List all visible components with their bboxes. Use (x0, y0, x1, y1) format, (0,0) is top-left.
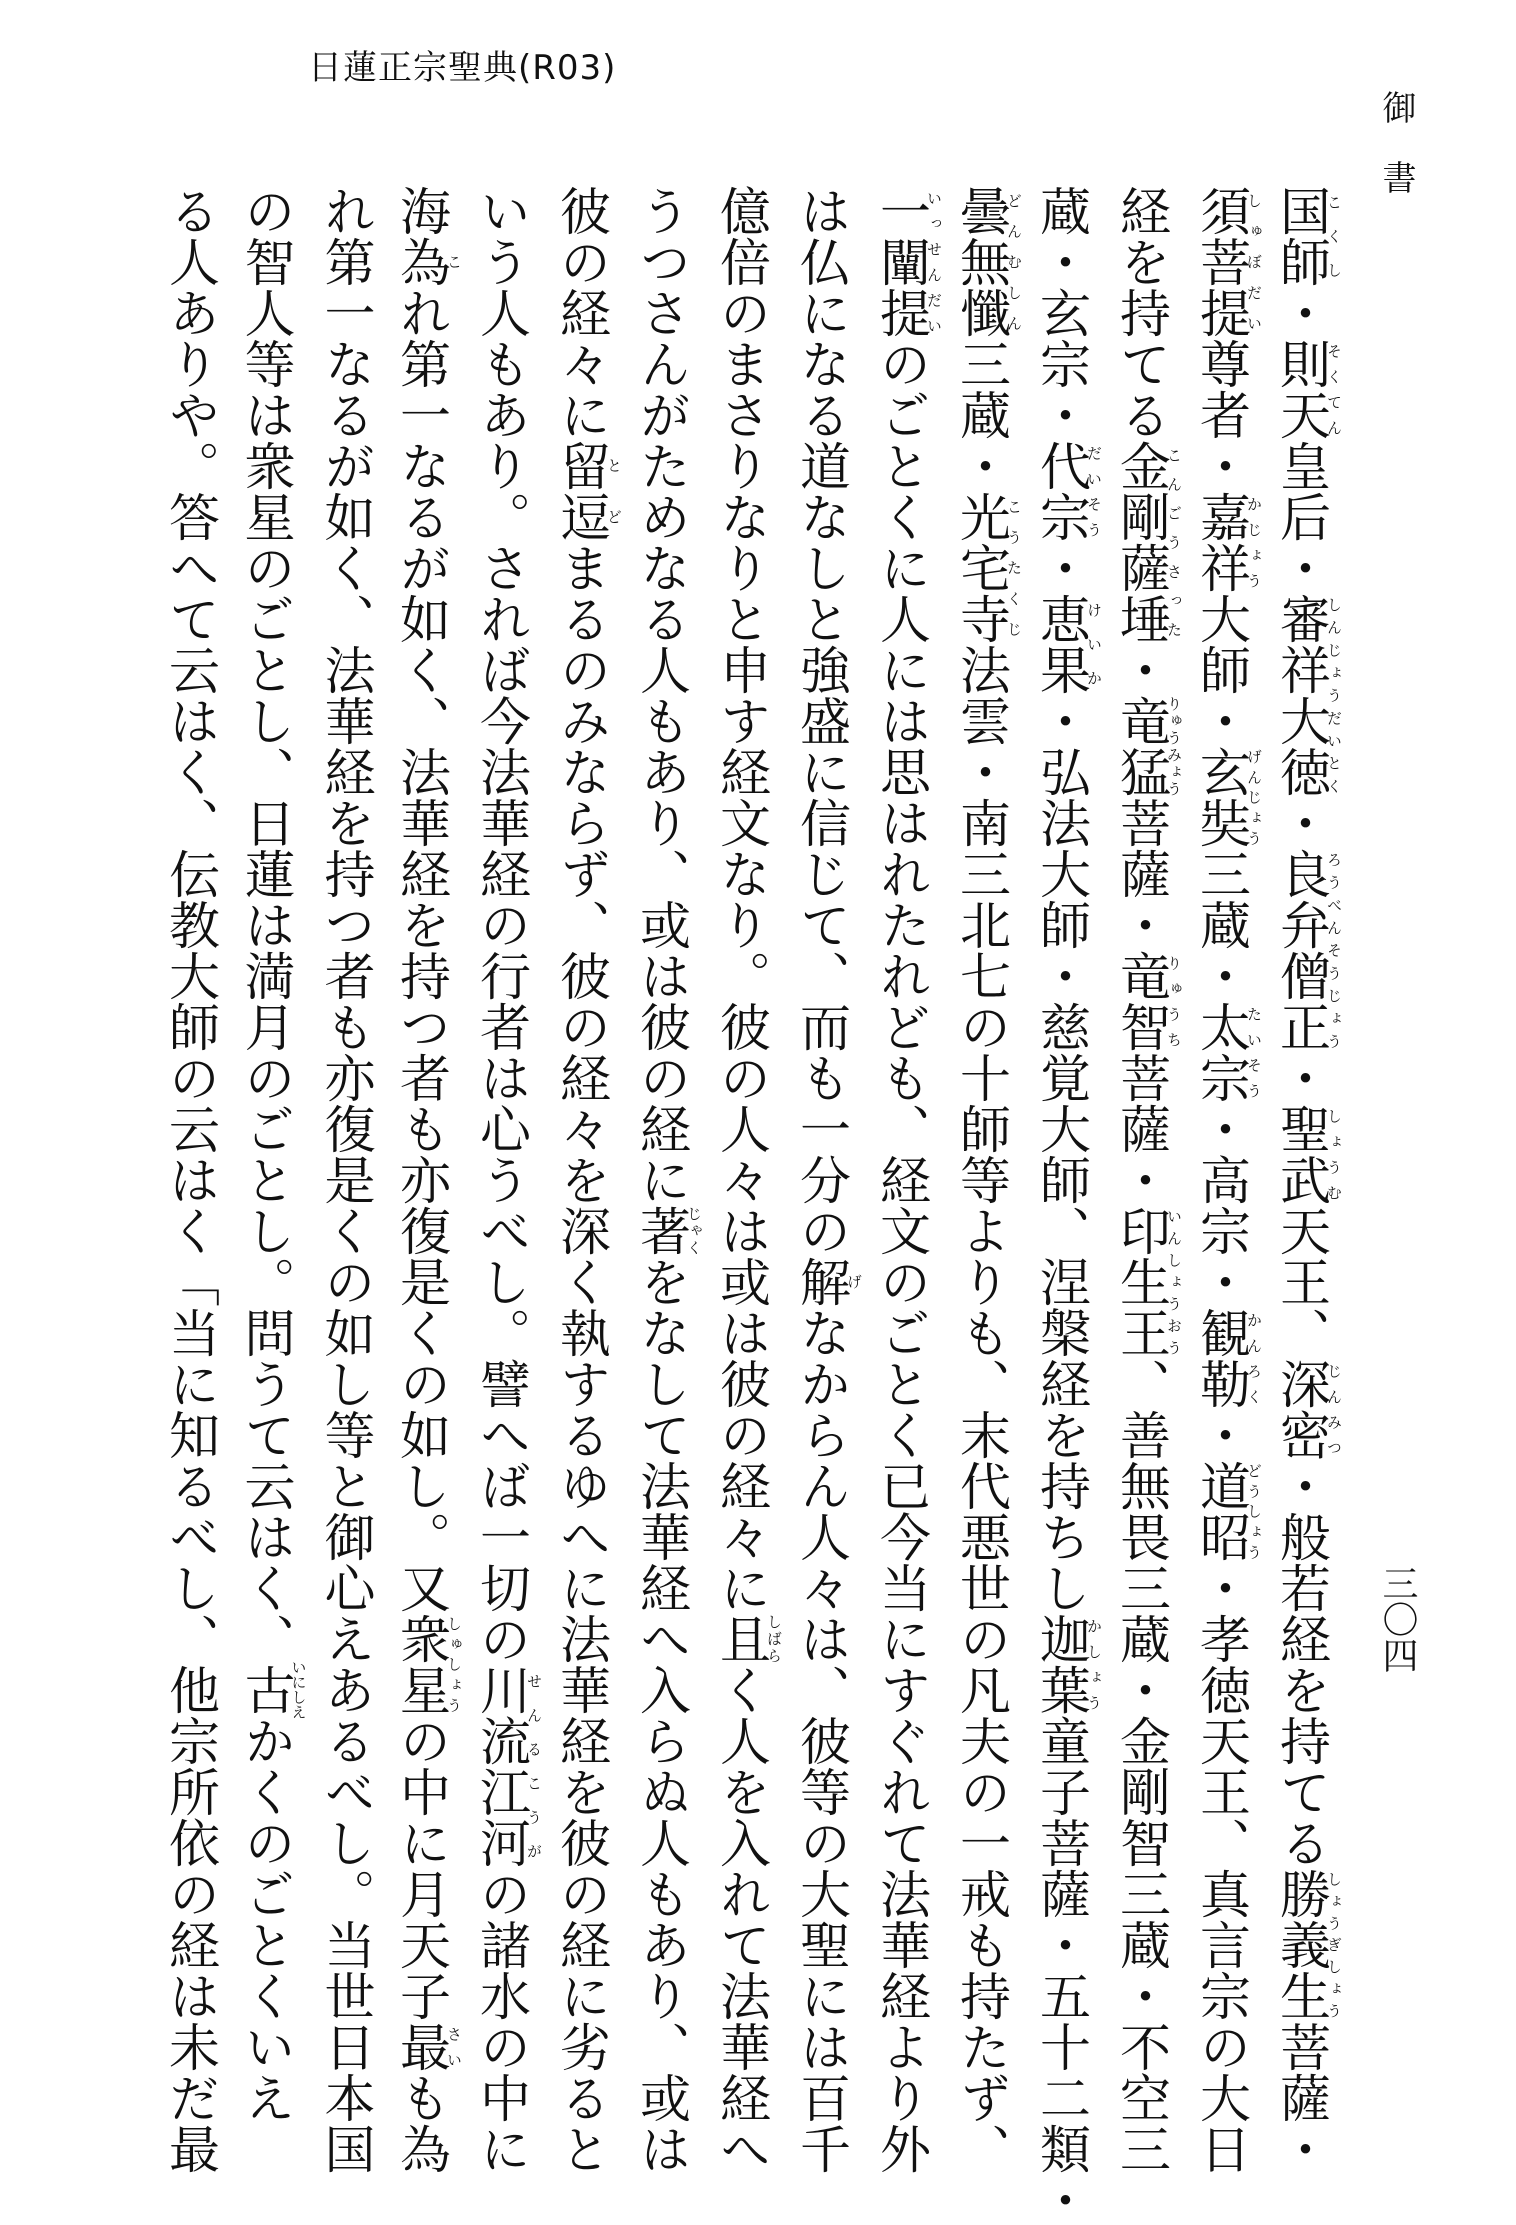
ruby-text: 解げ (790, 1256, 863, 1307)
ruby-reading: じんみつ (1325, 1358, 1343, 1460)
ruby-text: 良弁僧正ろうべんそうじょう (1270, 848, 1343, 1052)
ruby-reading: かしょう (1085, 1613, 1103, 1715)
ruby-reading: げ (845, 1256, 863, 1307)
ruby-text: 逗ど (550, 491, 623, 542)
ruby-text: 観勒かんろく (1190, 1307, 1263, 1409)
ruby-text: 審祥大徳しんじょうだいとく (1270, 593, 1343, 797)
text-line: の智人等は衆星のごとし、日蓮は満月のごとし。問うて云はく、古いにしえかくのごとくいえ (235, 185, 308, 2123)
ruby-text: 嘉祥かじょう (1190, 491, 1263, 593)
text-line: る人ありや。答へて云はく、伝教大師の云はく「当に知るべし、他宗所依の経は未だ最 (159, 185, 219, 2174)
ruby-text: 国師こくし (1270, 185, 1343, 287)
text-line: れ第一なるが如く、法華経を持つ者も亦復是くの如し等と御心えあるべし。当世日本国 (315, 185, 374, 2174)
ruby-text: 恵果けいか (1030, 593, 1103, 695)
text-line: 海為これ第一なるが如く、法華経を持つ者も亦復是くの如し。又衆星しゅしょうの中に月天子最さいも為 (390, 185, 463, 2174)
text-line: 経を持てる金剛薩埵こんごうさった・竜猛りゅうみょう菩薩・竜智りゅうち菩薩・印生王いんしょうおう、善無畏三蔵・金剛智三蔵・不空三 (1110, 185, 1183, 2174)
ruby-reading: せんるこうが (525, 1664, 543, 1868)
text-line: 一闡提いっせんだいのごとくに人には思はれたれども、経文のごとく已今当にすぐれて法華経より外 (870, 185, 943, 2174)
ruby-reading: そくてん (1325, 338, 1343, 440)
ruby-text: 且しばら (710, 1613, 783, 1664)
ruby-reading: こうたくじ (1005, 491, 1023, 644)
ruby-text: 深密じんみつ (1270, 1358, 1343, 1460)
ruby-text: 光宅寺こうたくじ (950, 491, 1023, 644)
ruby-text: 則天そくてん (1270, 338, 1343, 440)
ruby-text: 一闡提いっせんだい (870, 185, 943, 338)
ruby-reading: しゅぼだい (1245, 185, 1263, 338)
text-line: 億倍のまさりなりと申す経文なり。彼の人々は或は彼の経々に且しばらく人を入れて法華経へ (710, 185, 783, 2174)
ruby-reading: りゅうち (1165, 950, 1183, 1052)
book-title: 日蓮正宗聖典(R03) (308, 48, 617, 88)
ruby-text: 曇無懺どんむしん (950, 185, 1023, 338)
ruby-reading: しゅしょう (445, 1613, 463, 1715)
ruby-reading: かんろく (1245, 1307, 1263, 1409)
text-line: は仏になる道なしと強盛に信じて、而も一分の解げなからん人々は、彼等の大聖には百千 (790, 185, 863, 2174)
ruby-reading: ろうべんそうじょう (1325, 848, 1343, 1052)
text-line: 曇無懺どんむしん三蔵・光宅寺こうたくじ法雲・南三北七の十師等よりも、末代悪世の凡夫の一戒も持たず、 (950, 185, 1023, 2174)
ruby-text: 金剛薩埵こんごうさった (1110, 440, 1183, 644)
ruby-reading: いにしえ (289, 1659, 308, 1720)
ruby-reading: こくし (1325, 185, 1343, 287)
ruby-reading: しんじょうだいとく (1325, 593, 1343, 797)
ruby-reading: しょうむ (1325, 1103, 1343, 1205)
ruby-text: 留と (550, 440, 623, 491)
ruby-text: 川流江河せんるこうが (470, 1664, 543, 1868)
ruby-reading: どんむしん (1005, 185, 1023, 338)
ruby-reading: こんごうさった (1165, 440, 1183, 644)
running-head: 御書 (1376, 90, 1416, 230)
ruby-reading: りゅうみょう (1165, 695, 1183, 797)
ruby-text: 竜猛りゅうみょう (1110, 695, 1183, 797)
ruby-text: 玄奘げんじょう (1190, 746, 1263, 848)
text-line: 国師こくし・則天そくてん皇后・審祥大徳しんじょうだいとく・良弁僧正ろうべんそうじょう・聖武しょうむ天王、深密じんみつ・般若経を持てる勝義生しょうぎしょう菩薩・ (1270, 185, 1343, 2174)
ruby-text: 為こ (390, 236, 463, 287)
ruby-text: 須菩提しゅぼだい (1190, 185, 1263, 338)
ruby-text: 道昭どうしょう (1190, 1460, 1263, 1562)
ruby-reading: じゃく (685, 1205, 703, 1256)
ruby-reading: ど (605, 491, 623, 542)
ruby-reading: かじょう (1245, 491, 1263, 593)
text-line: うつさんがためなる人もあり、或は彼の経に著じゃくをなして法華経へ入らぬ人もあり、或は (630, 185, 703, 2174)
text-line: 彼の経々に留と逗どまるのみならず、彼の経々を深く執するゆへに法華経を彼の経に劣ると (550, 185, 623, 2174)
ruby-text: 迦葉かしょう (1030, 1613, 1103, 1715)
ruby-reading: だいそう (1085, 440, 1103, 542)
ruby-reading: と (605, 440, 623, 491)
ruby-reading: こ (445, 236, 463, 287)
ruby-reading: けいか (1085, 593, 1103, 695)
text-line: いう人もあり。されば今法華経の行者は心うべし。譬へば一切の川流江河せんるこうがの諸水の中に (470, 185, 543, 2174)
ruby-reading: さい (445, 2021, 463, 2072)
ruby-reading: しばら (765, 1613, 783, 1664)
ruby-reading: しょうぎしょう (1325, 1868, 1343, 2021)
ruby-reading: げんじょう (1245, 746, 1263, 848)
ruby-text: 代宗だいそう (1030, 440, 1103, 542)
ruby-reading: どうしょう (1245, 1460, 1263, 1562)
ruby-text: 聖武しょうむ (1270, 1103, 1343, 1205)
page-number: 三〇四 (1377, 1565, 1418, 1673)
ruby-text: 衆星しゅしょう (390, 1613, 463, 1715)
ruby-text: 最さい (390, 2021, 463, 2072)
body-text (159, 185, 1343, 2225)
ruby-reading: いっせんだい (925, 185, 943, 338)
ruby-text: 太宗たいそう (1190, 1001, 1263, 1103)
ruby-text: 印生王いんしょうおう (1110, 1205, 1183, 1358)
ruby-text: 竜智りゅうち (1110, 950, 1183, 1052)
text-line: 須菩提しゅぼだい尊者・嘉祥かじょう大師・玄奘げんじょう三蔵・太宗たいそう・高宗・観勒かんろく・道昭どうしょう・孝徳天王、真言宗の大日 (1190, 185, 1263, 2174)
ruby-text: 古いにしえ (235, 1659, 308, 1720)
ruby-reading: たいそう (1245, 1001, 1263, 1103)
text-line: 蔵・玄宗・代宗だいそう・恵果けいか・弘法大師・慈覚大師、涅槃経を持ちし迦葉かしょう童子菩薩・五十二類・ (1030, 185, 1103, 2225)
ruby-reading: いんしょうおう (1165, 1205, 1183, 1358)
ruby-text: 勝義生しょうぎしょう (1270, 1868, 1343, 2021)
ruby-text: 著じゃく (630, 1205, 703, 1256)
